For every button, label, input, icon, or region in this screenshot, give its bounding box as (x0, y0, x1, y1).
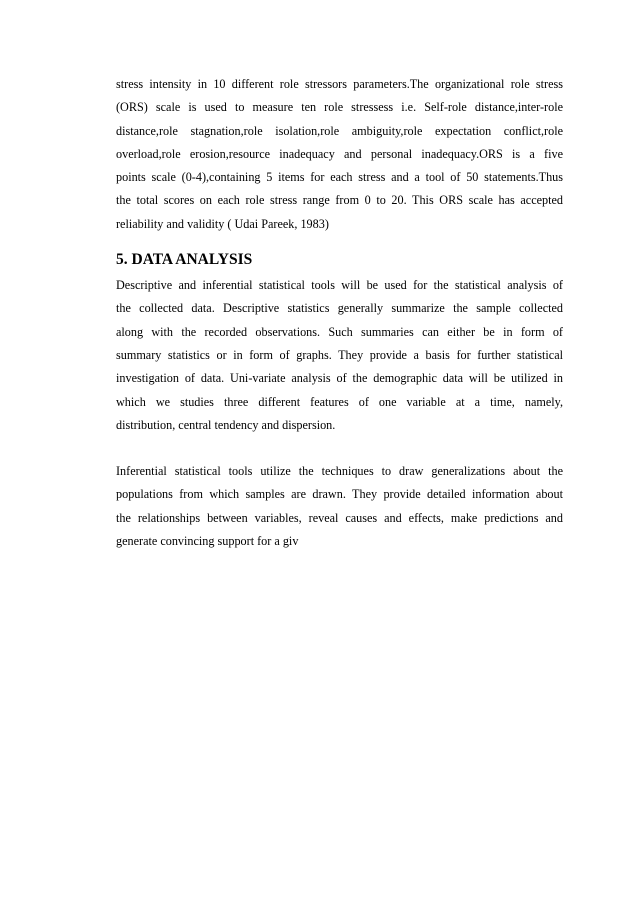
text-line: the collected data. Descriptive statistics generally summarize the sample collected (116, 301, 563, 316)
text-line: populations from which samples are drawn. They provide detailed information about (116, 487, 563, 502)
text-line: reliability and validity ( Udai Pareek, 1983) (116, 216, 329, 231)
text-line: distance,role stagnation,role isolation,role ambiguity,role expectation conflict,role (116, 123, 563, 138)
text-line: overload,role erosion,resource inadequacy and personal inadequacy.ORS is a five (116, 146, 563, 161)
paragraph-spacer (116, 437, 563, 460)
text-line: the relationships between variables, reveal causes and effects, make predictions and (116, 510, 563, 525)
paragraph-descriptive-statistics (116, 274, 563, 437)
text-line: Inferential statistical tools utilize the techniques to draw generalizations about the (116, 464, 563, 479)
text-line: (ORS) scale is used to measure ten role stressess i.e. Self-role distance,inter-role (116, 100, 563, 115)
text-line: Descriptive and inferential statistical tools will be used for the statistical analysis of (116, 278, 563, 293)
page-content (116, 73, 563, 553)
text-line: investigation of data. Uni-variate analysis of the demographic data will be utilized in (116, 371, 563, 386)
paragraph-ors-scale (116, 73, 563, 236)
text-line: the total scores on each role stress range from 0 to 20. This ORS scale has accepted (116, 193, 563, 208)
text-line: points scale (0-4),containing 5 items for each stress and a tool of 50 statements.Thus (116, 170, 563, 185)
text-line: stress intensity in 10 different role stressors parameters.The organizational role stress (116, 77, 563, 91)
text-line: generate convincing support for a giv (116, 534, 299, 549)
text-line: summary statistics or in form of graphs. They provide a basis for further statistical (116, 347, 563, 362)
text-line: along with the recorded observations. Such summaries can either be in form of (116, 324, 563, 339)
section-heading: 5. DATA ANALYSIS (116, 251, 253, 269)
text-line: which we studies three different features of one variable at a time, namely, (116, 394, 563, 409)
paragraph-inferential-statistics (116, 460, 563, 553)
text-line: distribution, central tendency and dispersion. (116, 417, 336, 432)
